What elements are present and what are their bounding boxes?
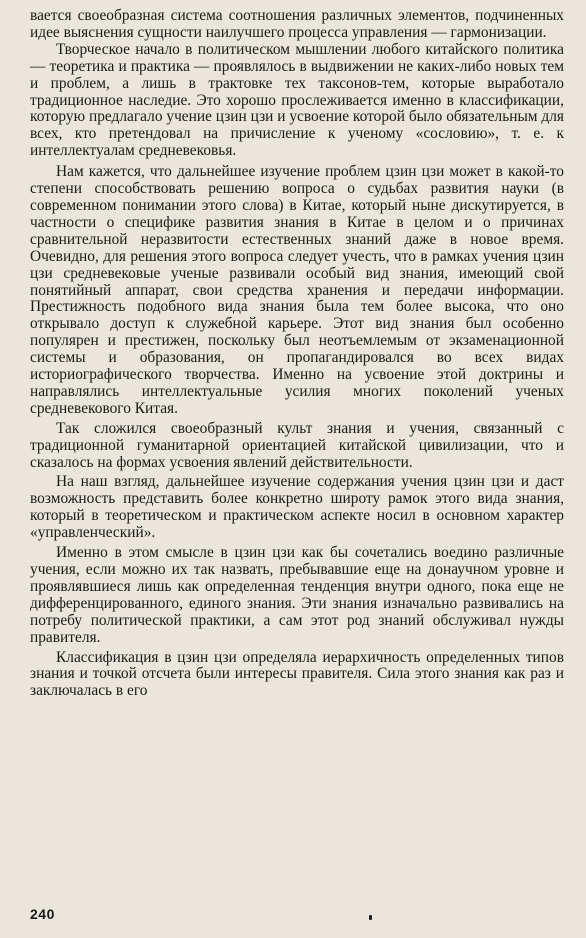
paragraph-continuation: вается своеобразная система соотношения различных элементов, подчиненных идее выяснения сущности наилучшего процесса управления — гармонизации. [30, 7, 564, 41]
paragraph-in-this-sense: Именно в этом смысле в цзин цзи как бы сочетались воедино различные учения, если можно их так назвать, пребывавшие еще на донаучном уровне и проявлявшиеся лишь как определенная тенденция внутри одного, пока еще не дифференцированного, единого знания. Эти знания изначально развивались на потребу политической практики, а сам этот род знаний обслуживал нужды правителя. [30, 544, 564, 646]
paragraph-cult-of-knowledge: Так сложился своеобразный культ знания и учения, связанный с традиционной гуманитарной ориентацией китайской цивилизации, что и сказалось на формах усвоения явлений действительности. [30, 419, 564, 471]
page-number: 240 [30, 906, 55, 922]
paragraph-further-study: Нам кажется, что дальнейшее изучение проблем цзин цзи может в какой-то степени способствовать решению вопроса о судьбах развития науки (в современном понимании этого слова) в Китае, который ныне дискутируется, в частности о специфике развития знания в Китае в целом и о причинах сравнительной неразвитости естественных знаний даже в новое время. Очевидно, для решения этого вопроса следует учесть, что в рамках учения цзин цзи средневековые ученые развивали особый вид знания, имеющий свой понятийный аппарат, свои средства хранения и передачи информации. Престижность подобного вида знания была тем более высока, что оно открывало доступ к служебной карьере. Этот вид знания был особенно популярен и престижен, поскольку был неотъемлемым от экзаменационной системы и образования, он пропагандировался во всех видах историографического творчества. Именно на усвоение этой доктрины и направлялись интеллектуальные усилия многих поколений ученых средневекового Китая. [30, 163, 564, 417]
paragraph-creative-beginning: Творческое начало в политическом мышлении любого китайского политика — теоретика и практика — проявлялось в выдвижении не каких-либо новых тем и проблем, а лишь в трактовке тех таксонов-тем, которые выработало традиционное наследие. Это хорошо прослеживается именно в классификации, которую предлагало учение цзин цзи и усвоение которой было обязательным для всех, кто претендовал на причисление к ученому «сословию», т. е. к интеллектуалам средневековья. [30, 40, 564, 160]
paragraph-our-view: На наш взгляд, дальнейшее изучение содержания учения цзин цзи и даст возможность представить более конкретно широту рамок этого вида знания, который в теоретическом и практическом аспекте носил в основном характер «управленческий». [30, 473, 564, 542]
print-speck [369, 915, 372, 920]
paragraph-classification: Классификация в цзин цзи определяла иерархичность определенных типов знания и точкой отсчета были интересы правителя. Сила этого знания как раз и заключалась в его [30, 648, 564, 700]
